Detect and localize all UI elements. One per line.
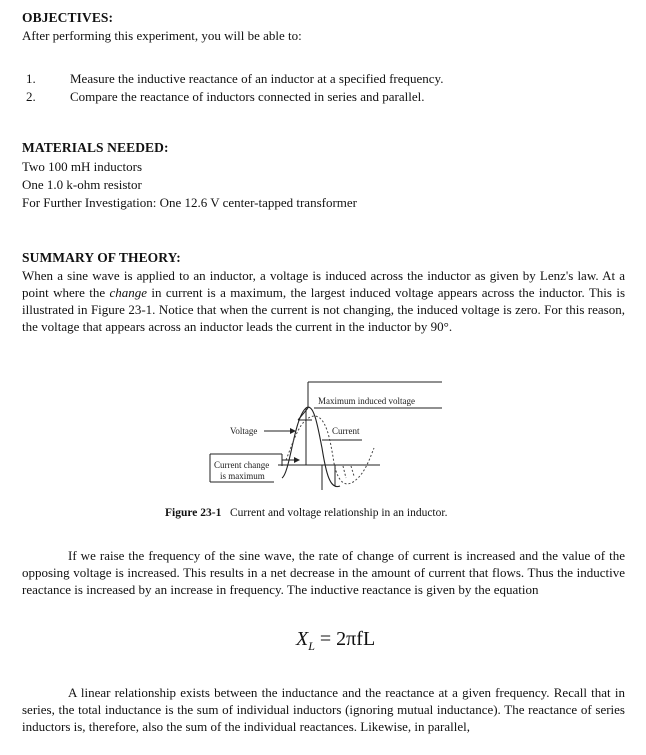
figure-inductor-diagram	[190, 378, 460, 500]
figure-number: Figure 23-1	[165, 507, 222, 519]
label-maximum-induced-voltage: Maximum induced voltage	[318, 396, 415, 406]
materials-heading: MATERIALS NEEDED:	[22, 140, 169, 155]
reactance-equation: $X_L = 2\pi fL$	[296, 628, 376, 653]
objectives-intro: After performing this experiment, you will be able to:	[22, 28, 302, 43]
summary-heading: SUMMARY OF THEORY:	[22, 250, 181, 265]
objective-text-1: Measure the inductive reactance of an inductor at a specified frequency.	[70, 71, 444, 86]
label-voltage: Voltage	[230, 426, 258, 436]
materials-item-1: Two 100 mH inductors	[22, 159, 143, 174]
label-is-maximum: is maximum	[220, 471, 265, 481]
label-current: Current	[332, 426, 360, 436]
figure-caption-text: Current and voltage relationship in an inductor.	[229, 507, 448, 519]
figure-caption	[165, 505, 447, 522]
summary-paragraph-1: When a sine wave is applied to an inductor, a voltage is induced across the inductor as given by Lenz's law. At a point where the change in current is a maximum, the largest induced voltage appears across the inductor. This is illustrated in Figure 23-1. Notice that when the current is not changing, the induced voltage is zero. For this reason, the voltage that appears across an inductor leads the current in the inductor by 90°.	[22, 268, 625, 334]
emphasis-change: change	[109, 285, 148, 300]
materials-item-2: One 1.0 k-ohm resistor	[22, 177, 142, 192]
objectives-heading: OBJECTIVES:	[22, 10, 114, 25]
label-current-change: Current change	[214, 460, 270, 470]
objective-number-1: 1.	[26, 71, 36, 86]
summary-paragraph-2: If we raise the frequency of the sine wave, the rate of change of current is increased and the value of the opposing voltage is increased. This results in a net decrease in the amount of current that flows. Thus the inductive reactance is increased by an increase in frequency. The inductive reactance is given by the equation	[22, 548, 625, 597]
materials-item-3: For Further Investigation: One 12.6 V center-tapped transformer	[22, 195, 358, 210]
objective-number-2: 2.	[26, 89, 36, 104]
summary-paragraph-3: A linear relationship exists between the inductance and the reactance at a given frequency. Recall that in series, the total inductance is the sum of individual inductors (ignoring mutual inductance). The reactance of series inductors is, therefore, also the sum of the individual reactances. Likewise, in parallel,	[22, 685, 625, 734]
objective-text-2: Compare the reactance of inductors connected in series and parallel.	[70, 89, 425, 104]
